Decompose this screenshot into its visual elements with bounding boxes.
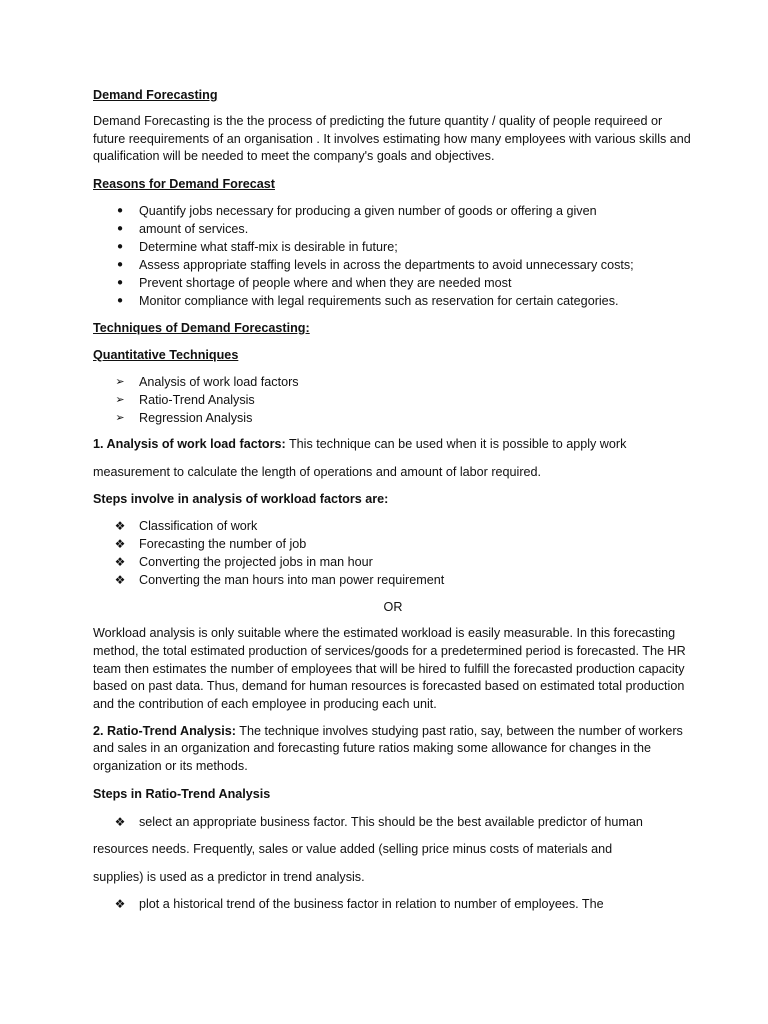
quantitative-list (93, 373, 693, 427)
ratio-step-1-continued: resources needs. Frequently, sales or value added (selling price minus costs of materials and (93, 842, 613, 857)
diamond-bullet-icon: ❖ (114, 814, 126, 829)
bullet-icon: • (115, 238, 125, 257)
bullet-icon: • (115, 202, 125, 221)
list-item: ❖ Forecasting the number of job (114, 537, 307, 552)
reasons-heading: Reasons for Demand Forecast (93, 177, 275, 192)
ratio-step-1-continued: supplies) is used as a predictor in trend analysis. (93, 869, 365, 884)
workload-label: 1. Analysis of work load factors: (93, 437, 286, 452)
list-item: • Monitor compliance with legal requirements such as reservation for certain categories. (93, 292, 693, 310)
reasons-list (93, 202, 693, 310)
workload-steps-heading: Steps involve in analysis of workload factors are: (93, 492, 389, 507)
bullet-icon: • (115, 292, 125, 311)
list-item: ❖ Classification of work (114, 519, 258, 534)
list-item: • Quantify jobs necessary for producing a given number of goods or offering a given (93, 202, 693, 220)
arrow-bullet-icon: ➢ (115, 375, 125, 389)
diamond-bullet-icon: ❖ (114, 897, 126, 912)
ratio-step-1: ❖ select an appropriate business factor. This should be the best available predictor of human (114, 814, 643, 829)
doc-title: Demand Forecasting (93, 88, 218, 102)
list-item: • Determine what staff-mix is desirable in future; (93, 238, 693, 256)
diamond-bullet-icon: ❖ (114, 519, 126, 534)
ratio-step-2: ❖ plot a historical trend of the business factor in relation to number of employees. The (114, 897, 604, 912)
diamond-bullet-icon: ❖ (114, 537, 126, 552)
bullet-icon: • (115, 220, 125, 239)
techniques-heading: Techniques of Demand Forecasting: (93, 321, 310, 336)
list-item: ➢ Analysis of work load factors (93, 373, 693, 391)
ratio-trend-label: 2. Ratio-Trend Analysis: (93, 723, 236, 738)
workload-paragraph: 1. Analysis of work load factors: This technique can be used when it is possible to apply work measurement to calculate the length of operations and amount of labor required. (93, 437, 627, 479)
quantitative-heading: Quantitative Techniques (93, 348, 239, 363)
ratio-trend-paragraph: 2. Ratio-Trend Analysis: The technique involves studying past ratio, say, between the number of workers and sales in an organization and forecasting future ratios making some allowance for changes in the organization or its methods. (93, 723, 683, 774)
document-page (93, 86, 693, 923)
or-separator: OR (383, 600, 403, 615)
list-item: ❖ Converting the projected jobs in man hour (114, 555, 373, 570)
bullet-icon: • (115, 274, 125, 293)
arrow-bullet-icon: ➢ (115, 393, 125, 407)
list-item: ➢ Ratio-Trend Analysis (93, 391, 693, 409)
bullet-icon: • (115, 256, 125, 275)
list-item: • amount of services. (93, 220, 693, 238)
ratio-steps-heading: Steps in Ratio-Trend Analysis (93, 786, 271, 801)
workload-analysis-paragraph: Workload analysis is only suitable where the estimated workload is easily measurable. In this forecasting method, the total estimated production of services/goods for a predetermined period is forecasted. The HR team then estimates the number of employees that will be hired to fulfill the forecasted production capacity based on past data. Thus, demand for human resources is forecasted based on estimated total production and the contribution of each employee in producing each unit. (93, 626, 686, 711)
list-item: • Assess appropriate staffing levels in across the departments to avoid unnecessary costs; (93, 256, 693, 274)
list-item: ➢ Regression Analysis (93, 409, 693, 427)
workload-steps-list (93, 517, 693, 589)
diamond-bullet-icon: ❖ (114, 555, 126, 570)
list-item: ❖ Converting the man hours into man power requirement (114, 573, 445, 588)
arrow-bullet-icon: ➢ (115, 411, 125, 425)
list-item: • Prevent shortage of people where and when they are needed most (93, 274, 693, 292)
intro-paragraph: Demand Forecasting is the the process of predicting the future quantity / quality of people requireed or future reequirements of an organisation . It involves estimating how many employees with various skills and qualification will be needed to meet the company's goals and objectives. (93, 114, 691, 164)
diamond-bullet-icon: ❖ (114, 573, 126, 588)
